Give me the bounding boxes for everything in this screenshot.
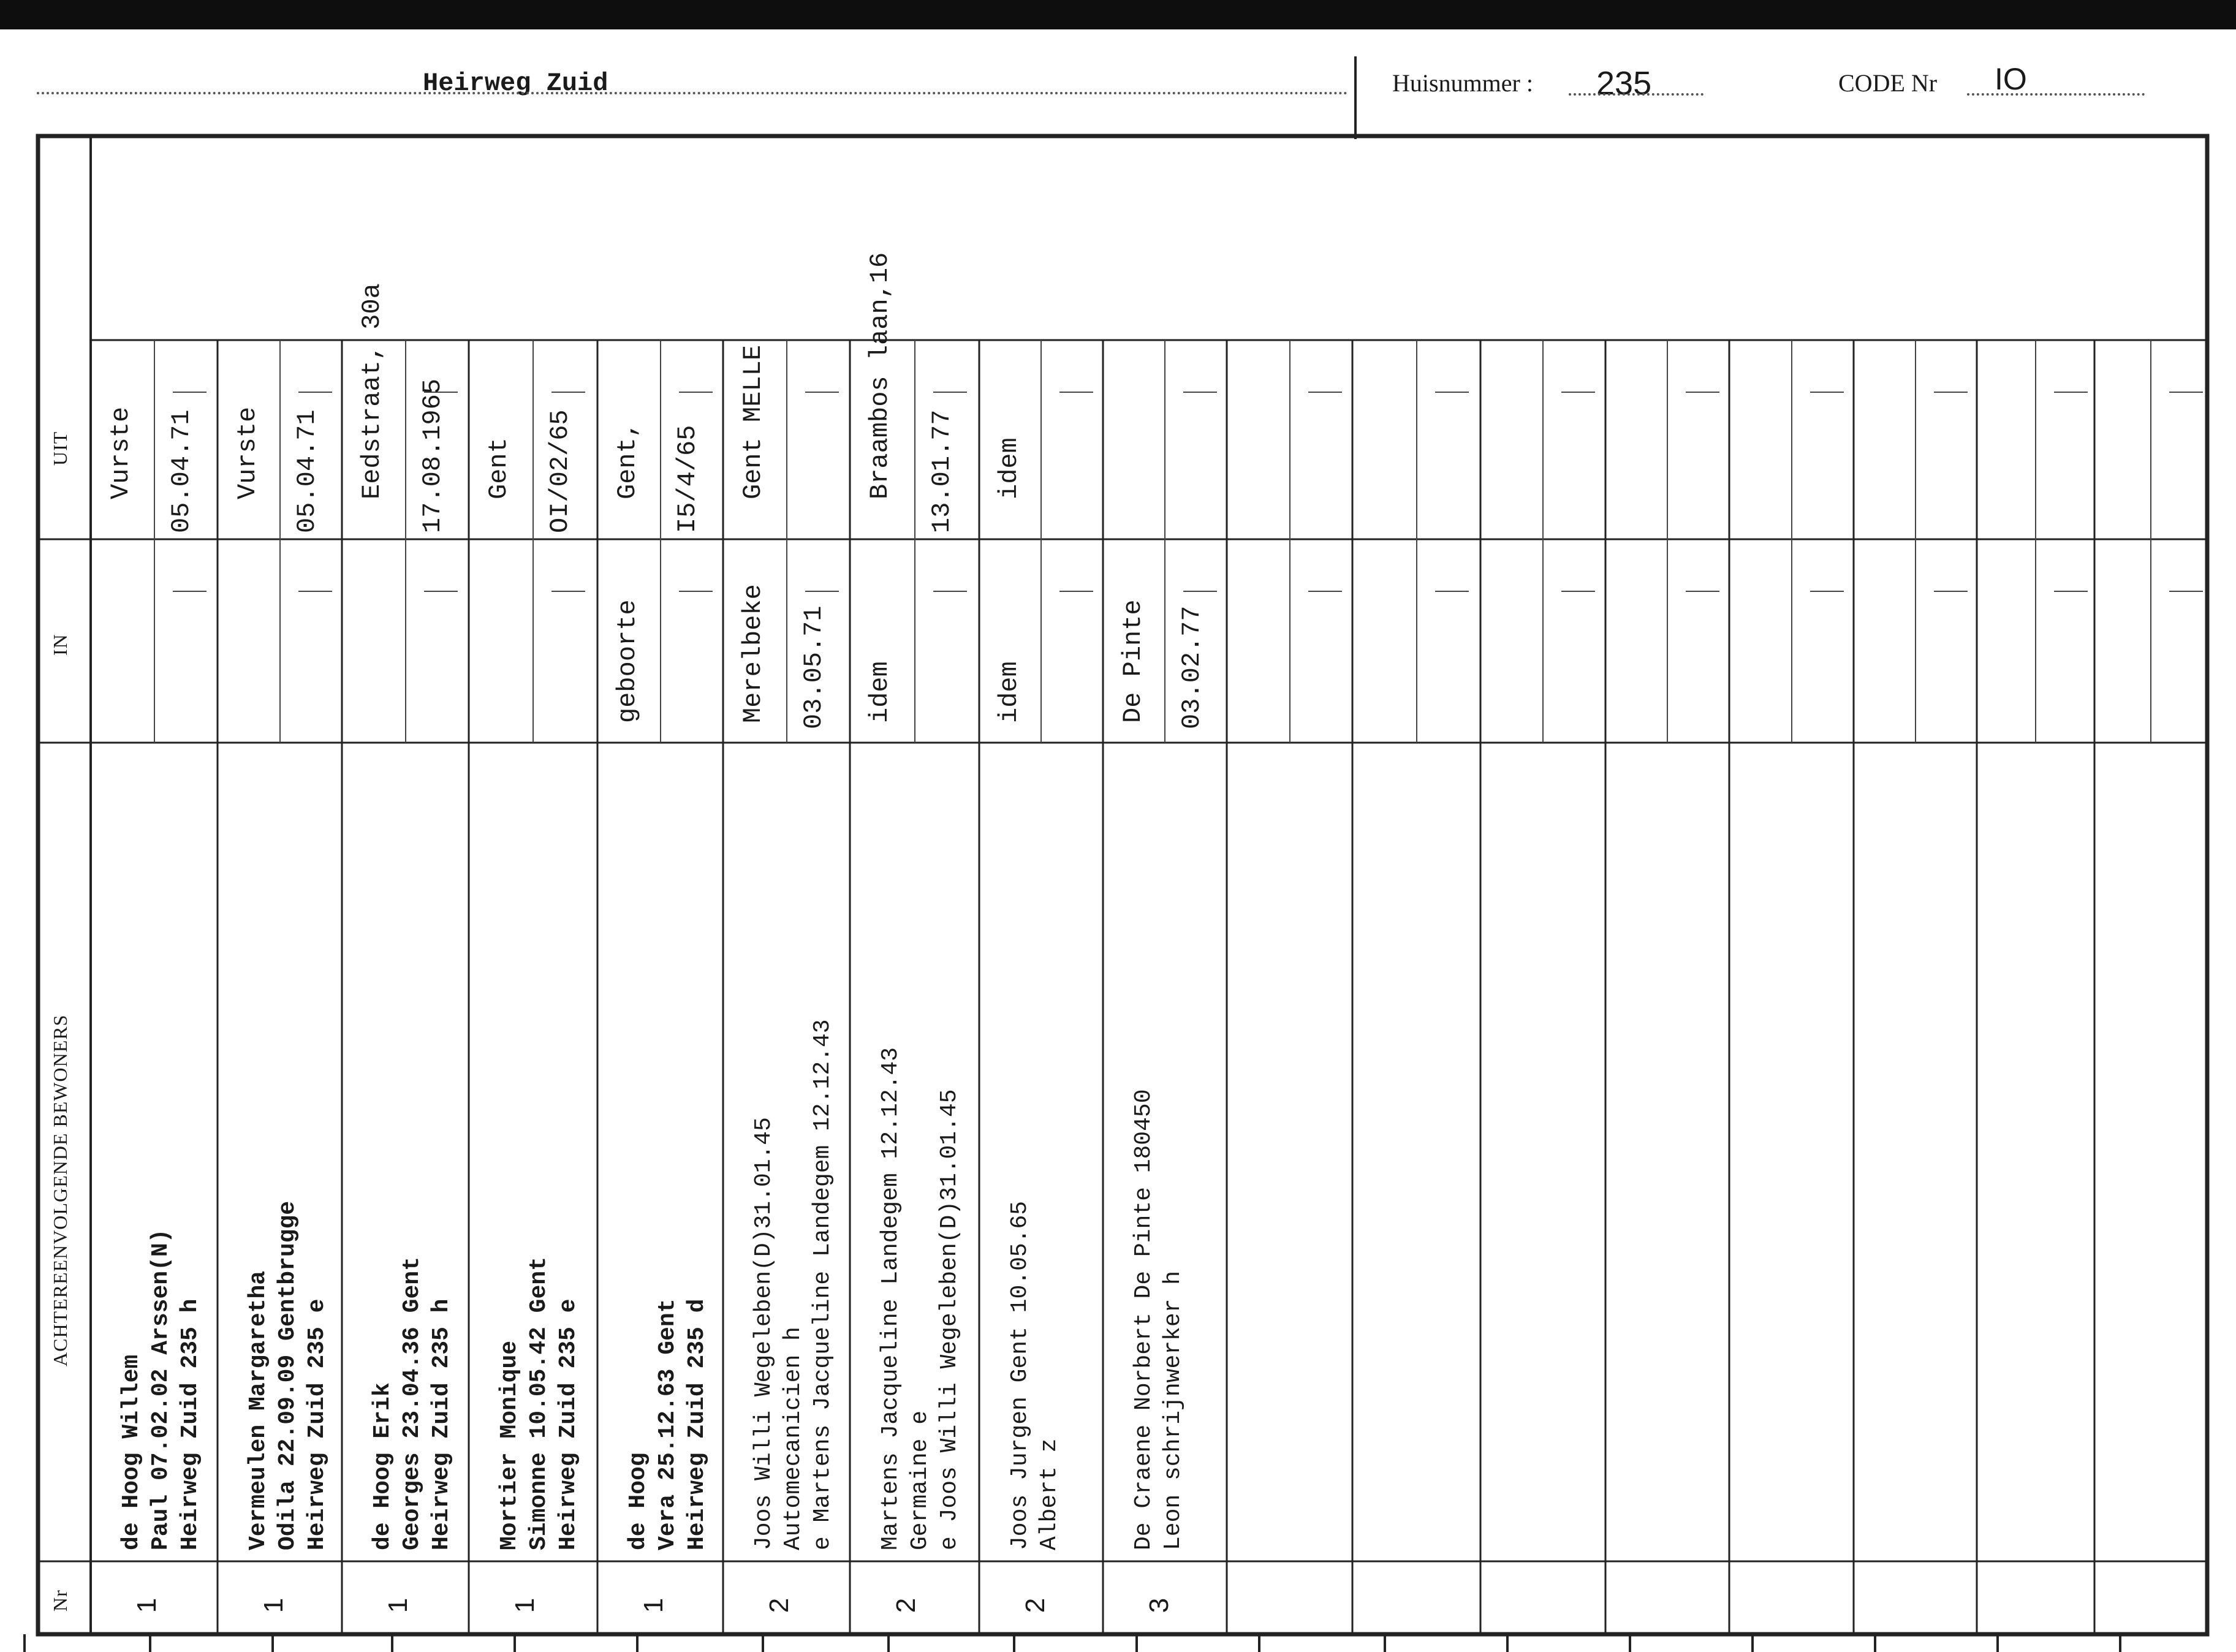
- code-label: CODE Nr: [1838, 69, 1938, 97]
- row-number: 1: [132, 1597, 162, 1613]
- resident-line: Vermeulen Margaretha: [245, 1270, 271, 1550]
- resident-line: De Craene Norbert De Pinte 180450: [1131, 1089, 1157, 1550]
- row-number: 1: [639, 1597, 669, 1613]
- resident-line: Germaine e: [907, 1410, 933, 1550]
- uit-place: Gent: [484, 438, 514, 499]
- nr-column-label: Nr: [49, 1589, 71, 1612]
- uit-place: Braambos laan,16: [865, 252, 895, 499]
- resident-line: Paul 07.02.02 Arssen(N): [148, 1229, 174, 1550]
- in-date: 03.02.77: [1177, 605, 1207, 729]
- resident-line: Leon schrijnwerker h: [1160, 1270, 1186, 1550]
- uit-date: 17.08.1965: [418, 378, 447, 533]
- uit-place: Eedstraat, 30a: [357, 283, 387, 499]
- in-place: De Pinte: [1118, 599, 1148, 723]
- in-column-label: IN: [49, 634, 71, 656]
- residents-column-label: ACHTEREENVOLGENDE BEWONERS: [49, 1014, 71, 1366]
- resident-line: Heirweg Zuid 235 e: [304, 1298, 330, 1550]
- resident-line: Odila 22.09.09 Gentbrugge: [275, 1200, 301, 1550]
- resident-line: Albert z: [1036, 1438, 1063, 1550]
- uit-place: idem: [995, 438, 1024, 499]
- in-place: idem: [995, 661, 1024, 723]
- in-place: idem: [865, 661, 895, 723]
- row-number: 2: [764, 1597, 795, 1613]
- resident-line: de Hoog: [625, 1452, 651, 1550]
- row-number: 1: [510, 1597, 540, 1613]
- row-number: 1: [259, 1597, 289, 1613]
- resident-line: Joos Willi Wegeleben(D)31.01.45: [751, 1117, 777, 1550]
- uit-place: Gent,: [613, 422, 642, 499]
- uit-date: I5/4/65: [673, 425, 702, 533]
- in-date: 03.05.71: [799, 605, 828, 729]
- resident-line: Martens Jacqueline Landegem 12.12.43: [877, 1047, 904, 1550]
- in-place: Merelbeke: [738, 584, 768, 723]
- uit-date: OI/02/65: [545, 409, 575, 533]
- resident-line: de Hoog Erik: [370, 1382, 396, 1550]
- resident-line: Mortier Monique: [496, 1340, 523, 1550]
- street-name: Heirweg Zuid: [423, 69, 608, 98]
- house-number-label: Huisnummer :: [1392, 69, 1533, 97]
- resident-line: Joos Jurgen Gent 10.05.65: [1007, 1200, 1033, 1550]
- house-number: 235: [1596, 65, 1652, 102]
- resident-line: Georges 23.04.36 Gent: [399, 1257, 425, 1550]
- resident-line: e Joos Willi Wegeleben(D)31.01.45: [936, 1089, 963, 1550]
- code-number: IO: [1995, 62, 2027, 96]
- resident-line: Heirweg Zuid 235 h: [177, 1298, 203, 1550]
- row-number: 2: [891, 1597, 922, 1613]
- resident-line: e Martens Jacqueline Landegem 12.12.43: [809, 1019, 836, 1550]
- row-number: 3: [1144, 1597, 1175, 1613]
- row-number: 2: [1020, 1597, 1051, 1613]
- resident-line: Vera 25.12.63 Gent: [654, 1298, 681, 1550]
- uit-place: Vurste: [106, 406, 135, 499]
- resident-line: Heirweg Zuid 235 d: [684, 1298, 710, 1550]
- resident-line: de Hoog Willem: [118, 1354, 145, 1550]
- resident-line: Simonne 10.05.42 Gent: [526, 1257, 552, 1550]
- row-number: 1: [383, 1597, 414, 1613]
- uit-place: Vurste: [233, 406, 262, 499]
- uit-date: 05.04.71: [292, 409, 322, 533]
- uit-date: 05.04.71: [167, 409, 196, 533]
- resident-line: Heirweg Zuid 235 h: [428, 1298, 455, 1550]
- in-place: geboorte: [613, 599, 642, 723]
- uit-date: 13.01.77: [927, 409, 957, 533]
- resident-line: Automecanicien h: [780, 1327, 806, 1550]
- resident-line: Heirweg Zuid 235 e: [555, 1298, 582, 1550]
- uit-place: Gent MELLE: [738, 344, 768, 499]
- uit-column-label: UIT: [49, 431, 71, 466]
